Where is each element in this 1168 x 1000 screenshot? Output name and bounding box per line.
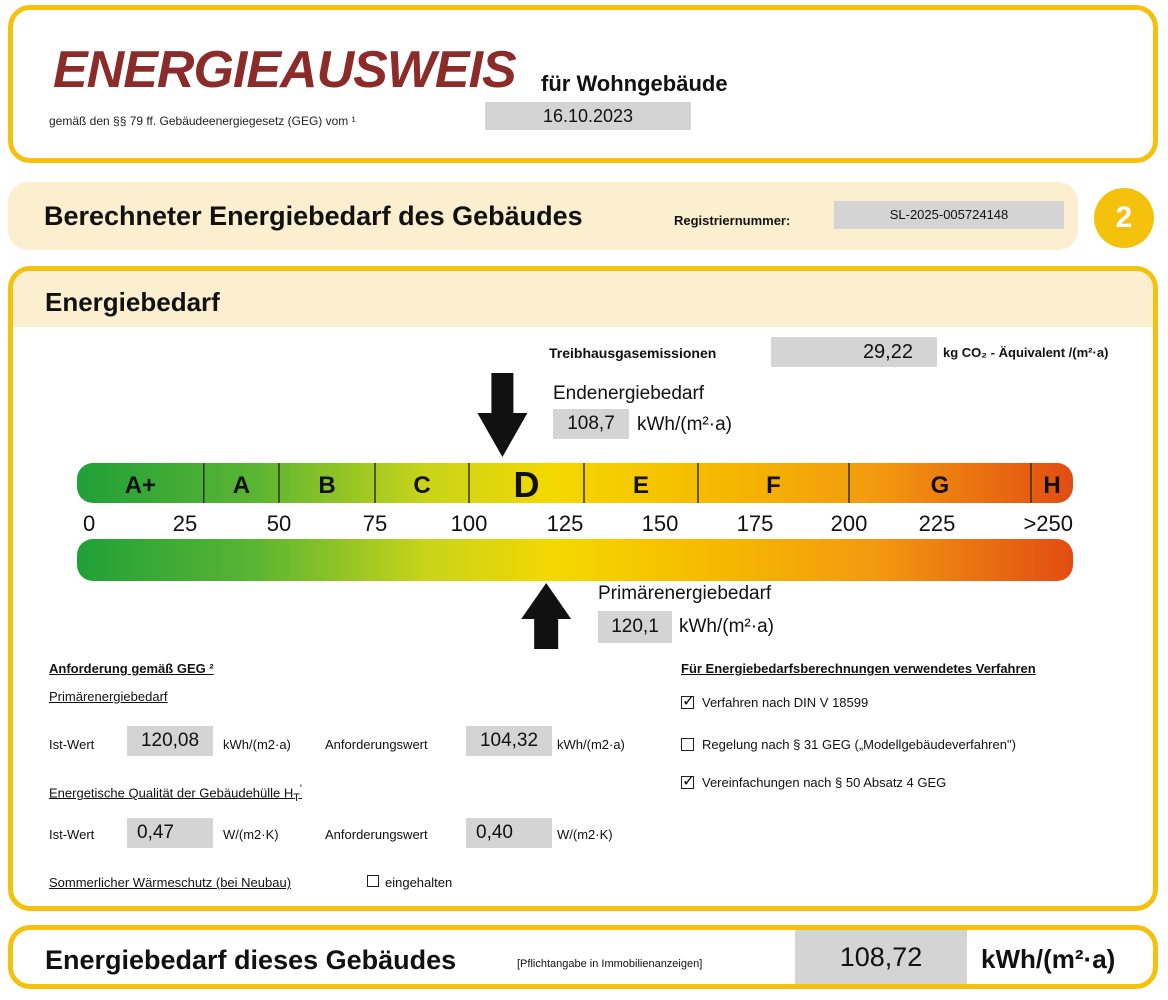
final-energy-value: 108,7 [553,409,629,439]
page-number-badge: 2 [1094,188,1154,248]
class-label-g: G [930,472,950,499]
tick-label: 0 [83,511,96,536]
class-label-d: D [513,464,540,505]
header-box [8,5,1158,163]
footer-unit: kWh/(m²·a) [981,944,1116,974]
footer-note: [Pflichtangabe in Immobilienanzeigen] [517,958,703,970]
envelope-actual-value: 0,47 [127,818,213,848]
checkbox-checked-icon[interactable] [681,696,694,709]
class-label-a: A [232,472,251,499]
tick-label: >250 [1023,511,1073,536]
energy-demand-header [13,271,1153,327]
primary-energy-arrow-icon [521,583,571,649]
footer-value: 108,72 [795,930,967,984]
tick-label: 50 [266,511,292,536]
tick-label: 25 [172,511,198,536]
requirement-title: Anforderung gemäß GEG ² [49,661,214,676]
ghg-unit: kg CO₂ - Äquivalent /(m²·a) [943,345,1109,360]
summer-protection-label: Sommerlicher Wärmeschutz (bei Neubau) [49,875,292,890]
primary-energy-unit: kWh/(m²·a) [679,616,774,637]
tick-label: 125 [546,511,584,536]
document-title: ENERGIEAUSWEIS [53,41,516,99]
class-label-aplus: A+ [124,472,157,499]
actual-value-unit: kWh/(m2·a) [223,737,291,752]
tick-label: 200 [830,511,868,536]
class-label-f: F [766,472,781,499]
class-label-c: C [413,472,431,499]
energy-efficiency-scale [13,371,1153,651]
class-label-h: H [1043,472,1061,499]
envelope-required-value: 0,40 [466,818,552,848]
required-value-label: Anforderungswert [325,737,428,752]
tick-label: 100 [450,511,488,536]
option-label: Regelung nach § 31 GEG („Modellgebäudeverfahren") [702,737,1016,752]
procedure-title: Für Energiebedarfsberechnungen verwendetes Verfahren [681,661,1036,676]
primary-energy-value: 120,1 [598,611,672,643]
option-label: Vereinfachungen nach § 50 Absatz 4 GEG [702,775,947,790]
registration-number: SL-2025-005724148 [834,201,1064,229]
procedure-option-simplified [681,775,946,790]
class-band [77,463,1073,503]
primary-energy-heading: Primärenergiebedarf [49,689,168,704]
final-energy-label: Endenergiebedarf [553,383,705,404]
footer-title: Energiebedarf dieses Gebäudes [45,945,457,975]
required-value-unit: kWh/(m2·a) [557,737,625,752]
section-title: Berechneter Energiebedarf des Gebäudes [44,201,583,231]
actual-value-label: Ist-Wert [49,737,95,752]
ghg-value: 29,22 [771,337,937,367]
law-reference: gemäß den §§ 79 ff. Gebäudeenergiegesetz (GEG) vom ¹ [49,114,356,128]
section-header [8,182,1078,250]
tick-label: 150 [641,511,679,536]
class-label-b: B [318,472,336,499]
footer-box [8,925,1158,989]
final-energy-arrow-icon [477,373,527,457]
envelope-required-label: Anforderungswert [325,827,428,842]
ghg-label: Treibhausgasemissionen [549,345,717,361]
primary-energy-label: Primärenergiebedarf [598,583,772,604]
summer-protection-checkbox[interactable] [367,875,379,887]
option-label: Verfahren nach DIN V 18599 [702,695,869,710]
final-energy-unit: kWh/(m²·a) [637,414,732,435]
document-subtitle: für Wohngebäude [541,71,728,96]
envelope-quality-text: Energetische Qualität der Gebäudehülle H [49,785,294,801]
class-label-e: E [632,472,650,499]
envelope-required-unit: W/(m2·K) [557,827,613,842]
required-value: 104,32 [466,726,552,756]
tick-label: 225 [918,511,956,536]
envelope-subscript: T [293,791,300,804]
checkbox-checked-icon[interactable] [681,776,694,789]
energy-demand-box [8,266,1158,911]
date-field: 16.10.2023 [485,102,691,130]
procedure-option-din [681,695,868,710]
envelope-superscript: ' [299,783,302,795]
checkbox-unchecked-icon[interactable] [681,738,694,751]
primary-band [77,539,1073,581]
tick-label: 75 [362,511,388,536]
procedure-option-model [681,737,1016,752]
tick-label: 175 [736,511,774,536]
actual-value: 120,08 [127,726,213,756]
envelope-quality-heading [49,783,302,804]
registration-label: Registriernummer: [674,213,791,228]
energy-demand-title: Energiebedarf [45,287,220,317]
envelope-actual-label: Ist-Wert [49,827,95,842]
summer-protection-text: eingehalten [385,875,453,890]
envelope-actual-unit: W/(m2·K) [223,827,279,842]
